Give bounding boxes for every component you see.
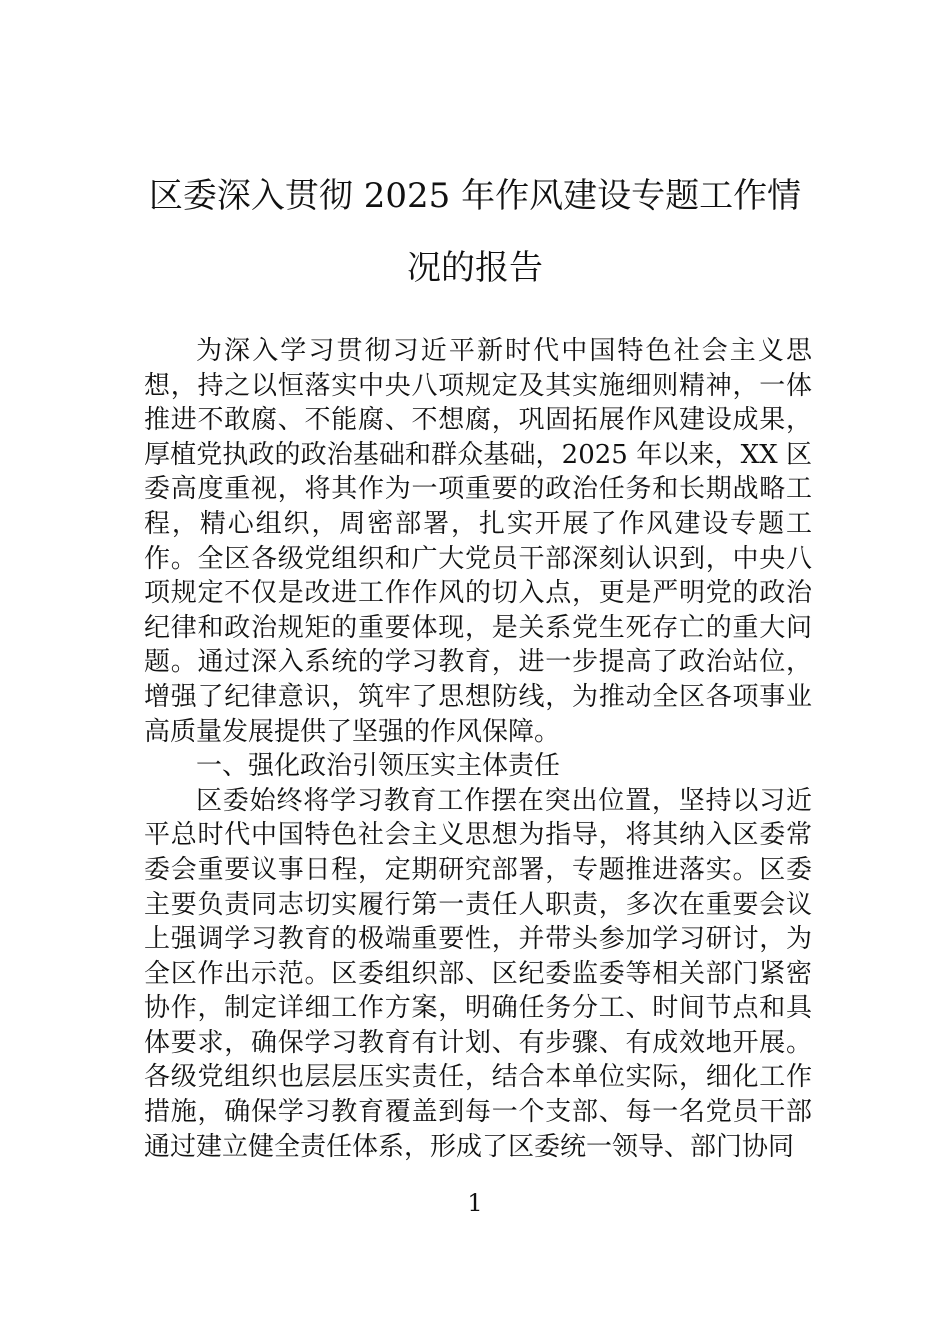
title-line-2: 况的报告 xyxy=(407,248,543,288)
section-heading: 一、强化政治引领压实主体责任 xyxy=(196,751,561,782)
section-paragraph: 区委始终将学习教育工作摆在突出位置，坚持以习近平总时代中国特色社会主义思想为指导，将其纳入区委常委会重要议事日程，定期研究部署，专题推进落实。区委主要负责同志切实履行第一责任人职责，多次在重要会议上强调学习教育的极端重要性，并带头参加学习研讨，为全区作出示范。区委组织部、区纪委监委等相关部门紧密协作，制定详细工作方案，明确任务分工、时间节点和具体要求，确保学习教育有计划、有步骤、有成效地开展。各级党组织也层层压实责任，结合本单位实际，细化工作措施，确保学习教育覆盖到每一个支部、每一名党员干部通过建立健全责任体系，形成了区委统一领导、部门协同 xyxy=(144,785,812,1162)
document-title xyxy=(120,160,830,304)
page-number: 1 xyxy=(467,1189,483,1217)
title-line-1: 区委深入贯彻 2025 年作风建设专题工作情 xyxy=(148,176,802,216)
document-body xyxy=(144,334,812,1164)
intro-paragraph: 为深入学习贯彻习近平新时代中国特色社会主义思想，持之以恒落实中央八项规定及其实施细则精神，一体推进不敢腐、不能腐、不想腐，巩固拓展作风建设成果，厚植党执政的政治基础和群众基础，2025 年以来，XX 区委高度重视，将其作为一项重要的政治任务和长期战略工程，精心组织，周密部署，扎实开展了作风建设专题工作。全区各级党组织和广大党员干部深刻认识到，中央八项规定不仅是改进工作作风的切入点，更是严明党的政治纪律和政治规矩的重要体现，是关系党生死存亡的重大问题。通过深入系统的学习教育，进一步提高了政治站位，增强了纪律意识，筑牢了思想防线，为推动全区各项事业高质量发展提供了坚强的作风保障。 xyxy=(144,336,812,747)
